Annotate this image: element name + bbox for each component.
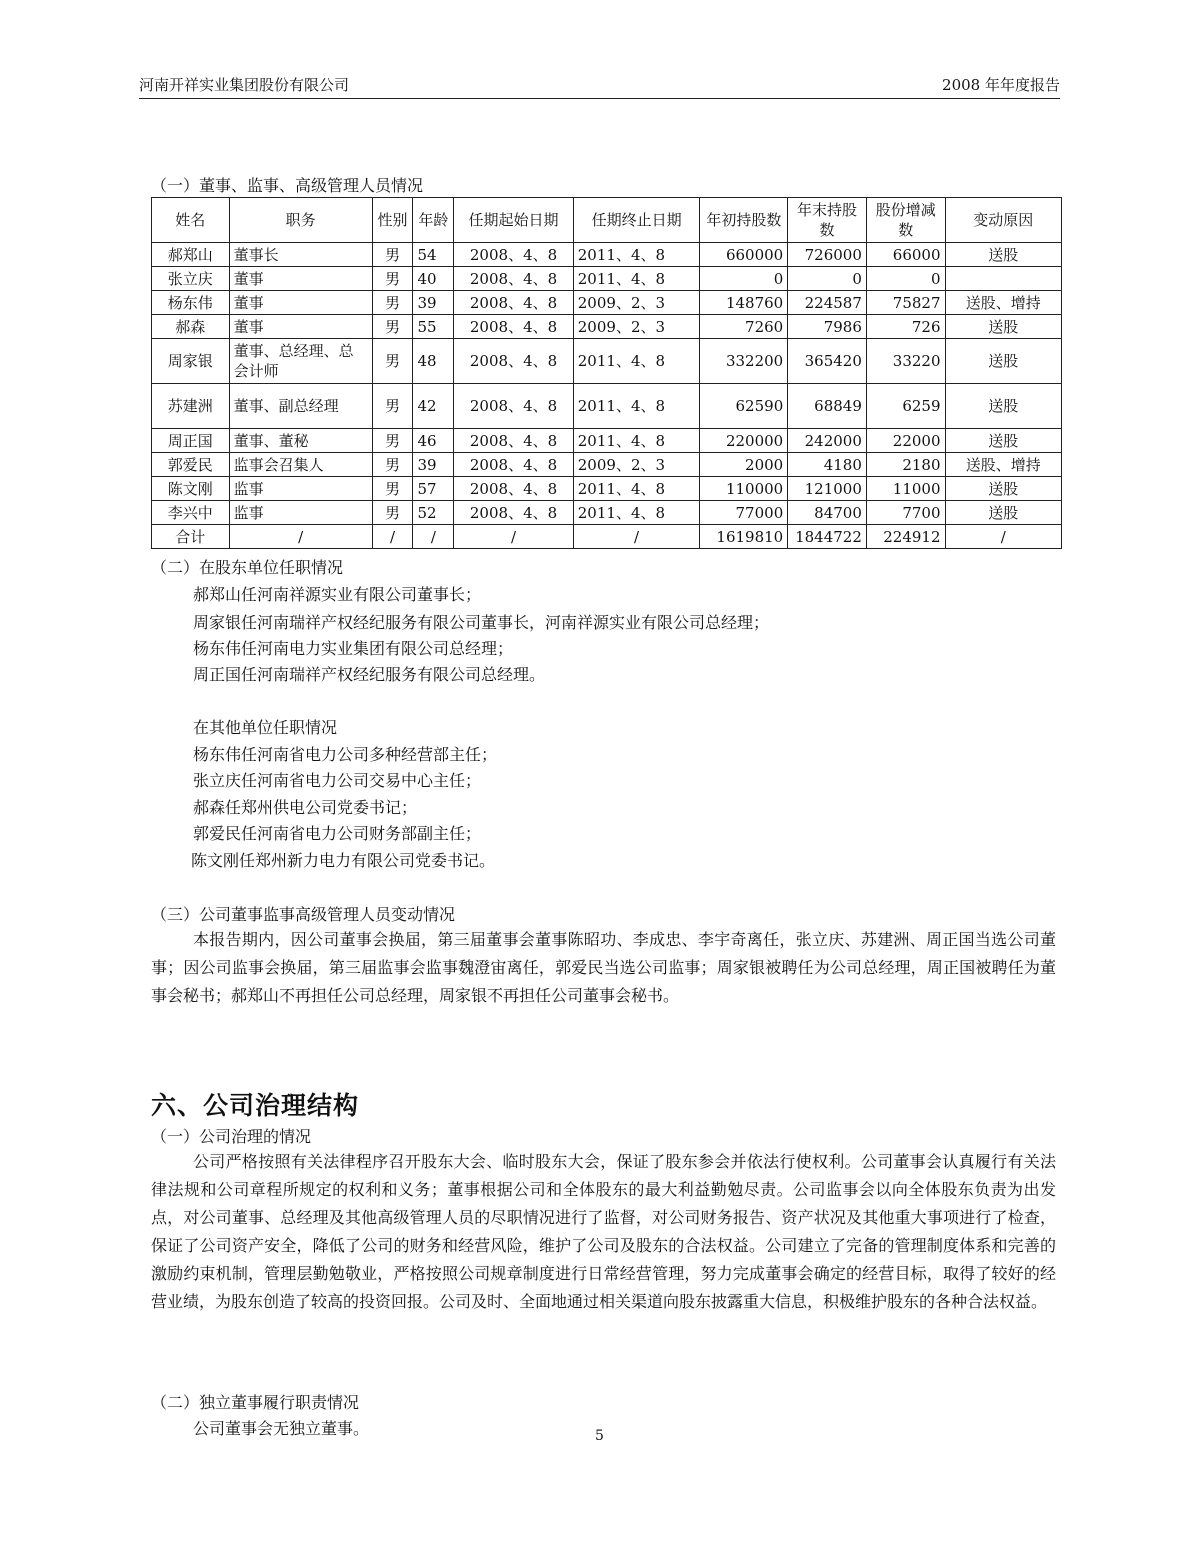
table-cell: 2009、2、3 <box>573 453 700 477</box>
chapter6-sub1-title: （一）公司治理的情况 <box>151 1127 312 1146</box>
col-header: 性别 <box>372 198 413 243</box>
table-cell: 7986 <box>788 315 867 339</box>
page-number-text: 5 <box>595 1428 604 1444</box>
chapter6-sub2-title: （二）独立董事履行职责情况 <box>151 1393 360 1412</box>
other-units-title: 在其他单位任职情况 <box>193 718 338 737</box>
total-cell: / <box>945 525 1061 549</box>
col-header: 年初持股数 <box>700 198 788 243</box>
table-cell: 2011、4、8 <box>573 267 700 291</box>
total-cell: 224912 <box>866 525 945 549</box>
table-header-row <box>152 198 1062 243</box>
table-cell: 54 <box>413 243 454 267</box>
table-cell: 42 <box>413 384 454 429</box>
table-cell: 2000 <box>700 453 788 477</box>
table-cell: 726000 <box>788 243 867 267</box>
table-cell: 送股 <box>945 315 1061 339</box>
col-header: 年末持股数 <box>788 198 867 243</box>
list-item: 杨东伟任河南省电力公司多种经营部主任； <box>193 745 498 764</box>
table-cell: 0 <box>866 267 945 291</box>
table-cell: 57 <box>413 477 454 501</box>
table-cell: 22000 <box>866 429 945 453</box>
table-cell: 董事 <box>229 315 372 339</box>
table-row <box>152 267 1062 291</box>
table-cell: 送股 <box>945 429 1061 453</box>
table-cell: 2008、4、8 <box>454 501 573 525</box>
table-cell: 送股、增持 <box>945 453 1061 477</box>
list-item: 周家银任河南瑞祥产权经纪服务有限公司董事长，河南祥源实业有限公司总经理； <box>193 613 770 632</box>
table-cell: 送股 <box>945 477 1061 501</box>
table-cell: 148760 <box>700 291 788 315</box>
table-cell: 2180 <box>866 453 945 477</box>
table-cell: 224587 <box>788 291 867 315</box>
col-header: 姓名 <box>152 198 230 243</box>
table-cell: 苏建洲 <box>152 384 230 429</box>
table-cell: 84700 <box>788 501 867 525</box>
total-cell: 1619810 <box>700 525 788 549</box>
list-item: 郭爱民任河南省电力公司财务部副主任； <box>193 824 482 843</box>
table-cell: 李兴中 <box>152 501 230 525</box>
table-cell <box>945 267 1061 291</box>
table-cell: 2011、4、8 <box>573 339 700 384</box>
table-cell: 杨东伟 <box>152 291 230 315</box>
table-cell: 39 <box>413 291 454 315</box>
table-cell: 242000 <box>788 429 867 453</box>
table-cell: 男 <box>372 243 413 267</box>
table-cell: 2008、4、8 <box>454 315 573 339</box>
table-total-row <box>152 525 1062 549</box>
table-cell: 送股 <box>945 243 1061 267</box>
table-cell: 365420 <box>788 339 867 384</box>
table-cell: 110000 <box>700 477 788 501</box>
section3-title: （三）公司董事监事高级管理人员变动情况 <box>151 905 456 924</box>
total-cell: / <box>372 525 413 549</box>
table-cell: 男 <box>372 267 413 291</box>
table-cell: 68849 <box>788 384 867 429</box>
table-cell: 2011、4、8 <box>573 477 700 501</box>
list-item: 周正国任河南瑞祥产权经纪服务有限公司总经理。 <box>193 665 546 684</box>
table-cell: 男 <box>372 291 413 315</box>
table-cell: 董事 <box>229 267 372 291</box>
table-cell: 送股 <box>945 339 1061 384</box>
table-cell: 张立庆 <box>152 267 230 291</box>
table-cell: 2009、2、3 <box>573 315 700 339</box>
table-cell: 2011、4、8 <box>573 501 700 525</box>
table-cell: 2008、4、8 <box>454 291 573 315</box>
list-item: 杨东伟任河南电力实业集团有限公司总经理； <box>193 639 514 658</box>
list-item: 郝郑山任河南祥源实业有限公司董事长； <box>193 585 482 604</box>
col-header: 变动原因 <box>945 198 1061 243</box>
table-row <box>152 243 1062 267</box>
table-cell: 送股 <box>945 384 1061 429</box>
table-cell: 送股、增持 <box>945 291 1061 315</box>
table-cell: 2008、4、8 <box>454 477 573 501</box>
table-cell: 董事、总经理、总会计师 <box>229 339 372 384</box>
table-cell: 2008、4、8 <box>454 453 573 477</box>
table-cell: 726 <box>866 315 945 339</box>
col-header: 年龄 <box>413 198 454 243</box>
table-cell: 2008、4、8 <box>454 384 573 429</box>
table-cell: 55 <box>413 315 454 339</box>
list-item: 陈文刚任郑州新力电力有限公司党委书记。 <box>191 851 496 870</box>
table-cell: 7700 <box>866 501 945 525</box>
table-cell: 男 <box>372 339 413 384</box>
table-cell: 2011、4、8 <box>573 243 700 267</box>
total-cell: / <box>229 525 372 549</box>
table-cell: 董事、副总经理 <box>229 384 372 429</box>
table-row <box>152 429 1062 453</box>
table-cell: 121000 <box>788 477 867 501</box>
table-cell: 监事 <box>229 477 372 501</box>
table-row <box>152 384 1062 429</box>
section3-paragraph: 本报告期内，因公司董事会换届，第三届董事会董事陈昭功、李成忠、李宇奇离任，张立庆、苏建洲、周正国当选公司董事；因公司监事会换届，第三届监事会监事魏澄宙离任，郭爱民当选公司监事；周家银被聘任为公司总经理，周正国被聘任为董事会秘书；郝郑山不再担任公司总经理，周家银不再担任公司董事会秘书。 <box>151 930 1056 1005</box>
table-cell: 男 <box>372 429 413 453</box>
col-header: 职务 <box>229 198 372 243</box>
table-row <box>152 477 1062 501</box>
chapter6-sub1-paragraph: 公司严格按照有关法律程序召开股东大会、临时股东大会，保证了股东参会并依法行使权利。公司董事会认真履行有关法律法规和公司章程所规定的权利和义务；董事根据公司和全体股东的最大利益勤勉尽责。公司监事会以向全体股东负责为出发点，对公司董事、总经理及其他高级管理人员的尽职情况进行了监督，对公司财务报告、资产状况及其他重大事项进行了检查，保证了公司资产安全，降低了公司的财务和经营风险，维护了公司及股东的合法权益。公司建立了完备的管理制度体系和完善的激励约束机制，管理层勤勉敬业，严格按照公司规章制度进行日常经营管理，努力完成董事会确定的经营目标，取得了较好的经营业绩，为股东创造了较高的投资回报。公司及时、全面地通过相关渠道向股东披露重大信息，积极维护股东的各种合法权益。 <box>151 1152 1056 1311</box>
table-cell: 2008、4、8 <box>454 429 573 453</box>
table-cell: 332200 <box>700 339 788 384</box>
table-cell: 0 <box>700 267 788 291</box>
table-cell: 陈文刚 <box>152 477 230 501</box>
table-cell: 46 <box>413 429 454 453</box>
page-header <box>139 70 1060 99</box>
total-cell: 1844722 <box>788 525 867 549</box>
section1-title: （一）董事、监事、高级管理人员情况 <box>151 176 424 195</box>
table-cell: 董事 <box>229 291 372 315</box>
table-cell: 2009、2、3 <box>573 291 700 315</box>
table-cell: 66000 <box>866 243 945 267</box>
table-cell: 男 <box>372 453 413 477</box>
total-cell: / <box>413 525 454 549</box>
report-title: 2008 年年度报告 <box>942 76 1060 94</box>
table-cell: 董事长 <box>229 243 372 267</box>
table-cell: 董事、董秘 <box>229 429 372 453</box>
table-row <box>152 315 1062 339</box>
table-cell: 男 <box>372 501 413 525</box>
col-header: 任期起始日期 <box>454 198 573 243</box>
table-cell: 周家银 <box>152 339 230 384</box>
table-cell: 2008、4、8 <box>454 339 573 384</box>
section2-title: （二）在股东单位任职情况 <box>151 558 344 577</box>
chapter-heading: 六、公司治理结构 <box>151 1091 360 1120</box>
table-cell: 75827 <box>866 291 945 315</box>
table-row <box>152 501 1062 525</box>
table-cell: 6259 <box>866 384 945 429</box>
table-cell: 77000 <box>700 501 788 525</box>
table-cell: 660000 <box>700 243 788 267</box>
table-cell: 周正国 <box>152 429 230 453</box>
table-row <box>152 453 1062 477</box>
list-item: 张立庆任河南省电力公司交易中心主任； <box>193 771 482 790</box>
col-header: 股份增减数 <box>866 198 945 243</box>
table-cell: 40 <box>413 267 454 291</box>
table-cell: 郝森 <box>152 315 230 339</box>
col-header: 任期终止日期 <box>573 198 700 243</box>
table-cell: 7260 <box>700 315 788 339</box>
table-cell: 2011、4、8 <box>573 384 700 429</box>
table-cell: 送股 <box>945 501 1061 525</box>
table-row <box>152 291 1062 315</box>
table-cell: 监事会召集人 <box>229 453 372 477</box>
management-table <box>151 197 1062 549</box>
total-cell: / <box>454 525 573 549</box>
table-cell: 0 <box>788 267 867 291</box>
table-cell: 2011、4、8 <box>573 429 700 453</box>
total-cell: / <box>573 525 700 549</box>
page-number-display <box>0 1428 1199 1444</box>
table-cell: 4180 <box>788 453 867 477</box>
chapter6-sub2-text: 公司董事会无独立董事。 <box>193 1419 370 1438</box>
table-cell: 62590 <box>700 384 788 429</box>
table-cell: 男 <box>372 315 413 339</box>
table-cell: 220000 <box>700 429 788 453</box>
table-cell: 39 <box>413 453 454 477</box>
company-name: 河南开祥实业集团股份有限公司 <box>139 76 350 94</box>
list-item: 郝森任郑州供电公司党委书记； <box>193 798 418 817</box>
total-cell: 合计 <box>152 525 230 549</box>
table-cell: 郝郑山 <box>152 243 230 267</box>
table-cell: 52 <box>413 501 454 525</box>
table-cell: 2008、4、8 <box>454 267 573 291</box>
table-cell: 男 <box>372 384 413 429</box>
table-cell: 男 <box>372 477 413 501</box>
table-cell: 33220 <box>866 339 945 384</box>
table-cell: 11000 <box>866 477 945 501</box>
table-cell: 48 <box>413 339 454 384</box>
table-cell: 郭爱民 <box>152 453 230 477</box>
table-row <box>152 339 1062 384</box>
table-cell: 监事 <box>229 501 372 525</box>
table-cell: 2008、4、8 <box>454 243 573 267</box>
